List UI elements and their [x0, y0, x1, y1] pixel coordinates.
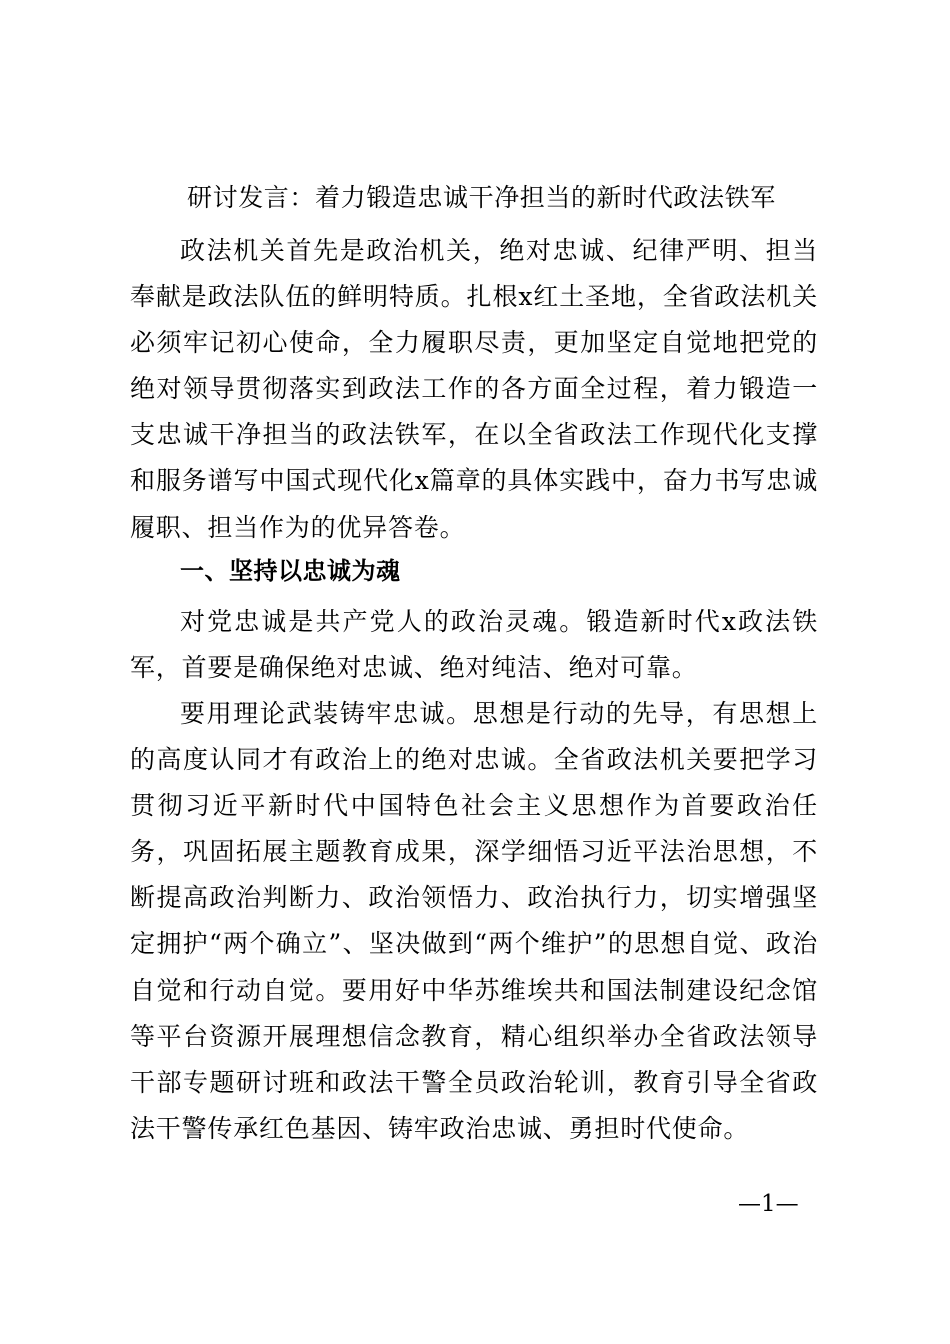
section-paragraph-2: 要用理论武装铸牢忠诚。思想是行动的先导，有思想上的高度认同才有政治上的绝对忠诚。全省政法机关要把学习贯彻习近平新时代中国特色社会主义思想作为首要政治任务，巩固拓展主题教育成果，深学细悟习近平法治思想，不断提高政治判断力、政治领悟力、政治执行力，切实增强坚定拥护“两个确立”、坚决做到“两个维护”的思想自觉、政治自觉和行动自觉。要用好中华苏维埃共和国法制建设纪念馆等平台资源开展理想信念教育，精心组织举办全省政法领导干部专题研讨班和政法干警全员政治轮训，教育引导全省政法干警传承红色基因、铸牢政治忠诚、勇担时代使命。 — [130, 699, 818, 1143]
intro-paragraph: 政法机关首先是政治机关，绝对忠诚、纪律严明、担当奉献是政法队伍的鲜明特质。扎根x红土圣地，全省政法机关必须牢记初心使命，全力履职尽责，更加坚定自觉地把党的绝对领导贯彻落实到政法工作的各方面全过程，着力锻造一支忠诚干净担当的政法铁军，在以全省政法工作现代化支撑和服务谱写中国式现代化x篇章的具体实践中，奋力书写忠诚履职、担当作为的优异答卷。 — [130, 236, 818, 542]
document-title: 研讨发言：着力锻造忠诚干净担当的新时代政法铁军 — [187, 183, 776, 212]
page-number: —1— — [738, 1191, 799, 1217]
section-paragraph-1: 对党忠诚是共产党人的政治灵魂。锻造新时代x政法铁军，首要是确保绝对忠诚、绝对纯洁、绝对可靠。 — [130, 607, 818, 683]
section-heading: 一、坚持以忠诚为魂 — [180, 557, 401, 585]
